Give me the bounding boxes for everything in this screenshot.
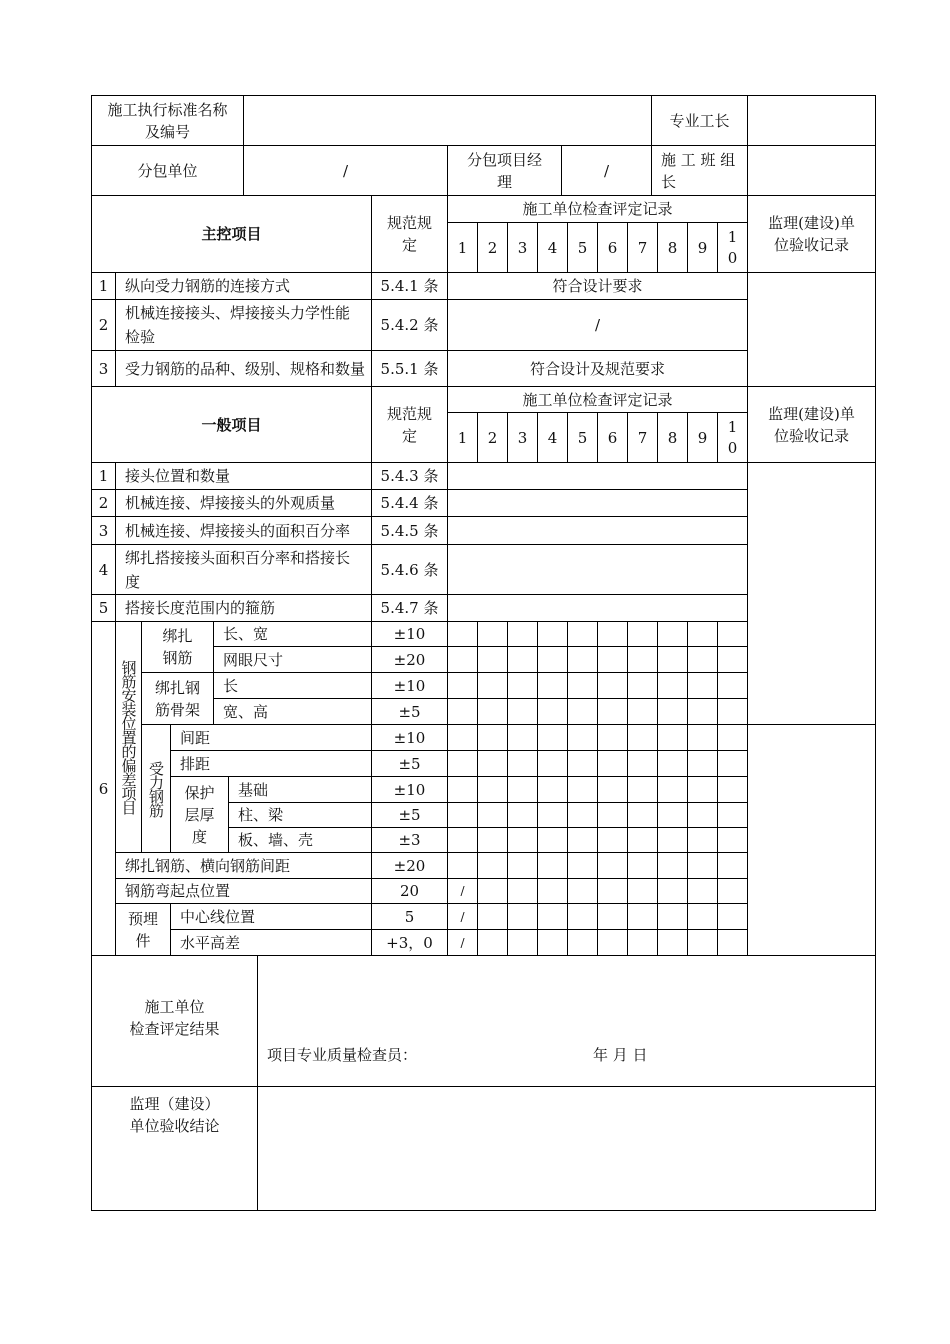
record-cell[interactable] <box>537 672 568 699</box>
record-cell[interactable] <box>477 672 508 699</box>
record-cell[interactable] <box>657 878 688 904</box>
g-item-4-clause: 5.4.6 条 <box>371 544 448 595</box>
subcontractor-label: 分包单位 <box>91 145 244 196</box>
record-cell[interactable] <box>447 621 478 647</box>
record-cell[interactable] <box>477 698 508 725</box>
record-cell[interactable] <box>657 698 688 725</box>
mc-item-3-clause: 5.5.1 条 <box>371 350 448 387</box>
record-cell[interactable] <box>597 827 628 853</box>
record-cell[interactable] <box>507 646 538 673</box>
record-cell[interactable] <box>447 802 478 828</box>
g-col-9: 9 <box>687 412 718 463</box>
record-cell[interactable] <box>537 621 568 647</box>
col-9: 9 <box>687 222 718 273</box>
item6-row-name: 柱、梁 <box>228 802 372 828</box>
record-cell[interactable] <box>627 698 658 725</box>
record-cell[interactable] <box>597 646 628 673</box>
g-item-6-no: 6 <box>91 621 116 956</box>
record-cell[interactable] <box>537 724 568 751</box>
item6-row-tolerance: ±10 <box>371 621 448 647</box>
g-item-3-result[interactable] <box>447 516 748 545</box>
sub-pm-label: 分包项目经 理 <box>447 145 562 196</box>
record-cell[interactable] <box>597 724 628 751</box>
record-cell[interactable] <box>717 802 748 828</box>
record-cell[interactable] <box>447 698 478 725</box>
g-item-2-result[interactable] <box>447 489 748 517</box>
record-cell[interactable] <box>567 929 598 956</box>
record-cell[interactable] <box>477 646 508 673</box>
record-cell[interactable]: / <box>447 929 478 956</box>
record-cell[interactable] <box>567 698 598 725</box>
g-item-1-no: 1 <box>91 462 116 490</box>
record-cell[interactable] <box>717 776 748 803</box>
record-cell[interactable] <box>627 724 658 751</box>
record-cell[interactable] <box>657 750 688 777</box>
item6-row-name: 网眼尺寸 <box>213 646 372 673</box>
item6-row-tolerance: ±5 <box>371 750 448 777</box>
mc-item-2-name: 机械连接接头、焊接接头力学性能 检验 <box>115 299 372 351</box>
g-item-5-name: 搭接长度范围内的箍筋 <box>115 594 372 622</box>
record-cell[interactable] <box>507 852 538 879</box>
record-cell[interactable] <box>597 903 628 930</box>
record-cell[interactable] <box>477 852 508 879</box>
tied-frame-label: 绑扎钢 筋骨架 <box>141 672 214 725</box>
record-cell[interactable] <box>477 621 508 647</box>
inspection-record-form <box>91 95 876 1211</box>
item6-row-name: 长、宽 <box>213 621 372 647</box>
embed-label: 预埋 件 <box>115 903 171 956</box>
record-cell[interactable] <box>657 903 688 930</box>
record-cell[interactable] <box>477 827 508 853</box>
record-cell[interactable] <box>507 698 538 725</box>
item6-row-tolerance: ±5 <box>371 802 448 828</box>
record-cell[interactable] <box>717 929 748 956</box>
main-bar-label: 受力钢筋 <box>141 724 171 853</box>
record-cell[interactable] <box>717 827 748 853</box>
g-item-1-name: 接头位置和数量 <box>115 462 372 490</box>
col-4: 4 <box>537 222 568 273</box>
check-record-header: 施工单位检查评定记录 <box>447 195 748 223</box>
spec-header: 规范规 定 <box>371 195 448 273</box>
record-cell[interactable] <box>687 776 718 803</box>
record-cell[interactable] <box>687 750 718 777</box>
item6-row-name: 间距 <box>170 724 372 751</box>
record-cell[interactable] <box>717 878 748 904</box>
supervision-conclusion-cell: 监理（建设） 单位验收结论 <box>91 1086 258 1211</box>
record-cell[interactable] <box>507 878 538 904</box>
general-supervision-header: 监理(建设)单 位验收记录 <box>747 386 876 463</box>
record-cell[interactable] <box>657 621 688 647</box>
record-cell[interactable] <box>687 903 718 930</box>
record-cell[interactable] <box>717 852 748 879</box>
item6-row-tolerance: ±5 <box>371 698 448 725</box>
record-cell[interactable] <box>597 852 628 879</box>
record-cell[interactable] <box>447 672 478 699</box>
g-item-3-no: 3 <box>91 516 116 545</box>
mc-item-2-no: 2 <box>91 299 116 351</box>
mc-item-3-no: 3 <box>91 350 116 387</box>
record-cell[interactable] <box>687 827 718 853</box>
record-cell[interactable] <box>657 802 688 828</box>
record-cell[interactable] <box>507 750 538 777</box>
g-item-4-name: 绑扎搭接接头面积百分率和搭接长 度 <box>115 544 372 595</box>
g-item-5-no: 5 <box>91 594 116 622</box>
record-cell[interactable] <box>717 698 748 725</box>
g-item-5-result[interactable] <box>447 594 748 622</box>
g-item-4-no: 4 <box>91 544 116 595</box>
supervision-conclusion-field[interactable] <box>257 1086 876 1211</box>
record-cell[interactable] <box>507 724 538 751</box>
col-6: 6 <box>597 222 628 273</box>
g-col-2: 2 <box>477 412 508 463</box>
foreman-label: 专业工长 <box>651 95 748 146</box>
record-cell[interactable] <box>507 827 538 853</box>
record-cell[interactable] <box>687 672 718 699</box>
record-cell[interactable]: / <box>447 878 478 904</box>
item6-row-tolerance: ±3 <box>371 827 448 853</box>
record-cell[interactable] <box>627 929 658 956</box>
mc-item-2-result[interactable]: / <box>447 299 748 351</box>
item6-row-tolerance: ±20 <box>371 852 448 879</box>
contractor-result-cell: 施工单位 检查评定结果 <box>91 955 258 1087</box>
record-cell[interactable] <box>537 929 568 956</box>
record-cell[interactable] <box>717 621 748 647</box>
record-cell[interactable] <box>717 724 748 751</box>
record-cell[interactable] <box>477 750 508 777</box>
item6-row-tolerance: ±20 <box>371 646 448 673</box>
record-cell[interactable] <box>717 646 748 673</box>
standard-value-field[interactable] <box>243 95 652 146</box>
item6-group-label: 钢筋安装位置的偏差项目 <box>115 621 142 853</box>
general-spec-header: 规范规 定 <box>371 386 448 463</box>
g-col-5: 5 <box>567 412 598 463</box>
mc-item-3-result[interactable]: 符合设计及规范要求 <box>447 350 748 387</box>
record-cell[interactable] <box>627 802 658 828</box>
record-cell[interactable] <box>477 776 508 803</box>
g-col-10: 1 0 <box>717 412 748 463</box>
mc-item-1-clause: 5.4.1 条 <box>371 272 448 300</box>
record-cell[interactable] <box>507 802 538 828</box>
g-col-1: 1 <box>447 412 478 463</box>
record-cell[interactable] <box>567 646 598 673</box>
record-cell[interactable] <box>507 929 538 956</box>
item6-row-tolerance: 20 <box>371 878 448 904</box>
item6-row-name: 板、墙、壳 <box>228 827 372 853</box>
item6-row-name: 排距 <box>170 750 372 777</box>
general-check-record-header: 施工单位检查评定记录 <box>447 386 748 413</box>
record-cell[interactable] <box>657 672 688 699</box>
col-2: 2 <box>477 222 508 273</box>
record-cell[interactable] <box>627 903 658 930</box>
record-cell[interactable] <box>477 929 508 956</box>
record-cell[interactable] <box>657 852 688 879</box>
g-col-3: 3 <box>507 412 538 463</box>
record-cell[interactable] <box>687 646 718 673</box>
item6-row-name: 宽、高 <box>213 698 372 725</box>
record-cell[interactable] <box>477 724 508 751</box>
record-cell[interactable] <box>627 646 658 673</box>
record-cell[interactable] <box>567 621 598 647</box>
g-col-4: 4 <box>537 412 568 463</box>
mc-item-3-name: 受力钢筋的品种、级别、规格和数量 <box>115 350 372 387</box>
cover-thickness-label: 保护 层厚 度 <box>170 776 229 853</box>
record-cell[interactable] <box>567 878 598 904</box>
item6-row-name: 绑扎钢筋、横向钢筋间距 <box>115 852 372 879</box>
col-7: 7 <box>627 222 658 273</box>
record-cell[interactable] <box>627 672 658 699</box>
record-cell[interactable] <box>627 827 658 853</box>
mc-item-1-name: 纵向受力钢筋的连接方式 <box>115 272 372 300</box>
record-cell[interactable] <box>717 672 748 699</box>
record-cell[interactable] <box>687 878 718 904</box>
record-cell[interactable] <box>567 827 598 853</box>
g-col-8: 8 <box>657 412 688 463</box>
record-cell[interactable] <box>507 776 538 803</box>
record-cell[interactable] <box>597 929 628 956</box>
record-cell[interactable] <box>537 878 568 904</box>
mc-supervision-field[interactable] <box>747 272 876 387</box>
record-cell[interactable] <box>537 827 568 853</box>
record-cell[interactable] <box>597 621 628 647</box>
record-cell[interactable] <box>627 776 658 803</box>
g-item-4-result[interactable] <box>447 544 748 595</box>
item6-row-name: 钢筋弯起点位置 <box>115 878 372 904</box>
item6-row-name: 长 <box>213 672 372 699</box>
record-cell[interactable] <box>657 929 688 956</box>
record-cell[interactable] <box>537 750 568 777</box>
record-cell[interactable] <box>597 750 628 777</box>
g-item-2-no: 2 <box>91 489 116 517</box>
record-cell[interactable] <box>687 852 718 879</box>
record-cell[interactable] <box>567 776 598 803</box>
record-cell[interactable] <box>717 903 748 930</box>
record-cell[interactable] <box>567 672 598 699</box>
record-cell[interactable] <box>657 827 688 853</box>
g-item-1-result[interactable] <box>447 462 748 490</box>
date-label: 年 月 日 <box>593 1046 648 1064</box>
mc-item-1-result[interactable]: 符合设计要求 <box>447 272 748 300</box>
record-cell[interactable] <box>537 903 568 930</box>
record-cell[interactable] <box>687 929 718 956</box>
item6-row-name: 基础 <box>228 776 372 803</box>
item6-row-tolerance: 5 <box>371 903 448 930</box>
item6-row-tolerance: ±10 <box>371 724 448 751</box>
foreman-value-field[interactable] <box>747 95 876 146</box>
record-cell[interactable] <box>657 646 688 673</box>
record-cell[interactable] <box>687 621 718 647</box>
g-item-2-clause: 5.4.4 条 <box>371 489 448 517</box>
inspector-label: 项目专业质量检查员： <box>267 1046 418 1064</box>
item6-row-name: 水平高差 <box>170 929 372 956</box>
col-5: 5 <box>567 222 598 273</box>
record-cell[interactable]: / <box>447 903 478 930</box>
lower-supervision-field[interactable] <box>747 724 876 956</box>
record-cell[interactable] <box>447 852 478 879</box>
record-cell[interactable] <box>507 672 538 699</box>
item6-row-tolerance: ±10 <box>371 776 448 803</box>
record-cell[interactable] <box>507 621 538 647</box>
record-cell[interactable] <box>477 802 508 828</box>
item6-row-tolerance: ±10 <box>371 672 448 699</box>
record-cell[interactable] <box>447 724 478 751</box>
record-cell[interactable] <box>627 750 658 777</box>
team-leader-value-field[interactable] <box>747 145 876 196</box>
g-item-5-clause: 5.4.7 条 <box>371 594 448 622</box>
record-cell[interactable] <box>567 750 598 777</box>
record-cell[interactable] <box>507 903 538 930</box>
g-item-3-name: 机械连接、焊接接头的面积百分率 <box>115 516 372 545</box>
record-cell[interactable] <box>627 621 658 647</box>
record-cell[interactable] <box>567 802 598 828</box>
record-cell[interactable] <box>477 903 508 930</box>
col-1: 1 <box>447 222 478 273</box>
item6-row-name: 中心线位置 <box>170 903 372 930</box>
general-title: 一般项目 <box>91 386 372 463</box>
supervision-header: 监理(建设)单 位验收记录 <box>747 195 876 273</box>
tied-mesh-label: 绑扎 钢筋 <box>141 621 214 673</box>
record-cell[interactable] <box>657 776 688 803</box>
col-8: 8 <box>657 222 688 273</box>
record-cell[interactable] <box>627 878 658 904</box>
record-cell[interactable] <box>597 802 628 828</box>
record-cell[interactable] <box>597 698 628 725</box>
record-cell[interactable] <box>597 672 628 699</box>
record-cell[interactable] <box>567 852 598 879</box>
col-3: 3 <box>507 222 538 273</box>
record-cell[interactable] <box>537 802 568 828</box>
record-cell[interactable] <box>537 646 568 673</box>
record-cell[interactable] <box>477 878 508 904</box>
record-cell[interactable] <box>537 776 568 803</box>
record-cell[interactable] <box>447 750 478 777</box>
record-cell[interactable] <box>657 724 688 751</box>
record-cell[interactable] <box>717 750 748 777</box>
g-col-6: 6 <box>597 412 628 463</box>
item6-row-tolerance: +3，0 <box>371 929 448 956</box>
g-item-2-name: 机械连接、焊接接头的外观质量 <box>115 489 372 517</box>
record-cell[interactable] <box>537 698 568 725</box>
record-cell[interactable] <box>447 646 478 673</box>
sub-pm-value-field[interactable]: / <box>561 145 652 196</box>
record-cell[interactable] <box>567 724 598 751</box>
record-cell[interactable] <box>687 698 718 725</box>
mc-item-2-clause: 5.4.2 条 <box>371 299 448 351</box>
general-supervision-field[interactable] <box>747 462 876 725</box>
col-10: 1 0 <box>717 222 748 273</box>
record-cell[interactable] <box>447 776 478 803</box>
main-control-title: 主控项目 <box>91 195 372 273</box>
record-cell[interactable] <box>627 852 658 879</box>
record-cell[interactable] <box>537 852 568 879</box>
record-cell[interactable] <box>597 878 628 904</box>
g-item-3-clause: 5.4.5 条 <box>371 516 448 545</box>
record-cell[interactable] <box>567 903 598 930</box>
standard-label: 施工执行标准名称 及编号 <box>91 95 244 146</box>
record-cell[interactable] <box>687 802 718 828</box>
record-cell[interactable] <box>447 827 478 853</box>
record-cell[interactable] <box>597 776 628 803</box>
team-leader-label: 施 工 班 组 长 <box>651 145 748 196</box>
subcontractor-value-field[interactable]: / <box>243 145 448 196</box>
mc-item-1-no: 1 <box>91 272 116 300</box>
g-col-7: 7 <box>627 412 658 463</box>
record-cell[interactable] <box>687 724 718 751</box>
g-item-1-clause: 5.4.3 条 <box>371 462 448 490</box>
